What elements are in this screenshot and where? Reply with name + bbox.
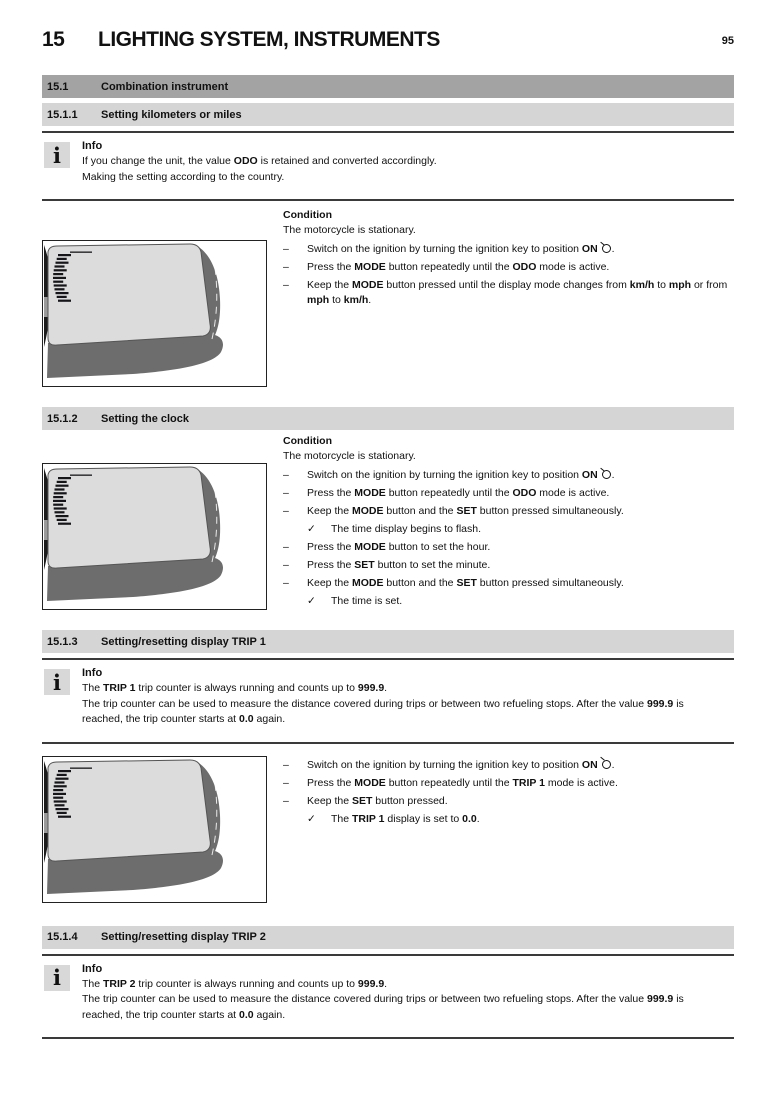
dash-marker: – — [283, 794, 289, 807]
result-item — [307, 522, 734, 537]
list-item — [283, 242, 734, 257]
list-item-text: Switch on the ignition by turning the ignition key to position ON . — [307, 469, 615, 481]
list-item-text: Press the MODE button to set the hour. — [307, 541, 491, 553]
result-item — [307, 594, 734, 609]
condition-text: The motorcycle is stationary. — [283, 450, 416, 462]
list-item — [283, 558, 734, 573]
list-item-text: Press the MODE button repeatedly until the ODO mode is active. — [307, 487, 610, 499]
condition-text: The motorcycle is stationary. — [283, 224, 416, 236]
combination-instrument-graphic — [43, 757, 266, 902]
list-item-text: Switch on the ignition by turning the ignition key to position ON . — [307, 243, 615, 255]
dash-marker: – — [283, 541, 289, 553]
section-bar-15-1-3 — [42, 630, 734, 653]
section-title: Setting kilometers or miles — [101, 108, 242, 121]
section-number: 15.1.1 — [47, 108, 78, 121]
condition-label: Condition — [283, 435, 332, 447]
chapter-header — [42, 0, 734, 52]
list-item — [283, 504, 734, 519]
section-number: 15.1.3 — [47, 635, 78, 648]
info-title: Info — [82, 140, 103, 152]
page-title: LIGHTING SYSTEM, INSTRUMENTS — [98, 28, 440, 51]
dash-marker: – — [283, 487, 289, 499]
info-icon: i — [44, 669, 70, 695]
list-item — [283, 776, 734, 791]
combination-instrument-graphic — [43, 241, 266, 386]
divider — [42, 1037, 734, 1039]
section-number: 15.1 — [47, 80, 69, 93]
combination-instrument-graphic — [43, 464, 266, 609]
result-item-text: The time is set. — [331, 595, 403, 607]
list-item-text: Switch on the ignition by turning the ignition key to position ON . — [307, 758, 615, 771]
info-icon: i — [44, 965, 70, 991]
list-item-text: Keep the MODE button and the SET button pressed simultaneously. — [307, 577, 624, 589]
section-title: Setting the clock — [101, 412, 190, 425]
dash-marker: – — [283, 559, 289, 571]
info-line: The trip counter can be used to measure the distance covered during trips or between two refueling stops. After the value 999.9 is reached, the trip counter starts at 0.0 again. — [82, 993, 684, 1021]
section-title: Setting/resetting display TRIP 2 — [101, 931, 266, 943]
dash-marker: – — [283, 577, 289, 589]
section-number: 15.1.4 — [47, 931, 78, 943]
section-title: Combination instrument — [101, 80, 229, 93]
list-item-text: Press the SET button to set the minute. — [307, 559, 491, 571]
section-15-1-1-content — [42, 201, 734, 387]
dash-marker: – — [283, 243, 289, 255]
info-line: The TRIP 1 trip counter is always running and counts up to 999.9. — [82, 682, 388, 694]
info-block — [42, 956, 734, 1033]
list-item — [283, 486, 734, 501]
result-item-text: The time display begins to flash. — [331, 523, 481, 535]
info-line: If you change the unit, the value ODO is retained and converted accordingly. — [82, 155, 437, 167]
dash-marker: – — [283, 469, 289, 481]
check-icon: ✓ — [307, 812, 316, 825]
info-line: The TRIP 2 trip counter is always running and counts up to 999.9. — [82, 977, 388, 990]
section-bar-15-1-2 — [42, 407, 734, 430]
section-number: 15.1.2 — [47, 412, 78, 425]
list-item-text: Press the MODE button repeatedly until the ODO mode is active. — [307, 261, 610, 273]
list-item-text: Press the MODE button repeatedly until the TRIP 1 mode is active. — [307, 776, 618, 789]
dash-marker: – — [283, 505, 289, 517]
list-item — [283, 468, 734, 483]
list-item — [283, 794, 734, 809]
info-icon: i — [44, 142, 70, 168]
section-bar-15-1-4 — [42, 926, 734, 949]
list-item — [283, 260, 734, 275]
section-title: Setting/resetting display TRIP 1 — [101, 635, 266, 648]
instrument-image-400839 — [42, 240, 267, 387]
list-item-text: Keep the MODE button and the SET button pressed simultaneously. — [307, 505, 624, 517]
dash-marker: – — [283, 279, 289, 291]
dash-marker: – — [283, 758, 289, 771]
check-icon: ✓ — [307, 523, 316, 535]
dash-marker: – — [283, 776, 289, 789]
result-item — [307, 812, 734, 827]
result-item-text: The TRIP 1 display is set to 0.0. — [331, 812, 480, 825]
section-15-1-2-content — [42, 430, 734, 610]
section-bar-15-1 — [42, 75, 734, 98]
condition-label: Condition — [283, 209, 332, 221]
check-icon: ✓ — [307, 595, 316, 607]
list-item — [283, 278, 734, 308]
info-block — [42, 133, 734, 194]
list-item-text: Keep the MODE button pressed until the display mode changes from km/h to mph or from mph to km/h. — [307, 279, 728, 306]
list-item — [283, 576, 734, 591]
info-line: Making the setting according to the country. — [82, 170, 285, 183]
info-block — [42, 660, 734, 737]
info-title: Info — [82, 962, 103, 975]
info-title: Info — [82, 667, 103, 679]
section-bar-15-1-1 — [42, 103, 734, 126]
instrument-image-400838 — [42, 463, 267, 610]
page-number: 95 — [721, 35, 734, 47]
info-line: The trip counter can be used to measure the distance covered during trips or between two refueling stops. After the value 999.9 is reached, the trip counter starts at 0.0 again. — [82, 697, 684, 725]
dash-marker: – — [283, 261, 289, 273]
list-item-text: Keep the SET button pressed. — [307, 794, 448, 807]
chapter-number: 15 — [42, 28, 65, 51]
list-item — [283, 758, 734, 773]
section-15-1-3-content — [42, 744, 734, 903]
instrument-image-400840 — [42, 756, 267, 903]
list-item — [283, 540, 734, 555]
